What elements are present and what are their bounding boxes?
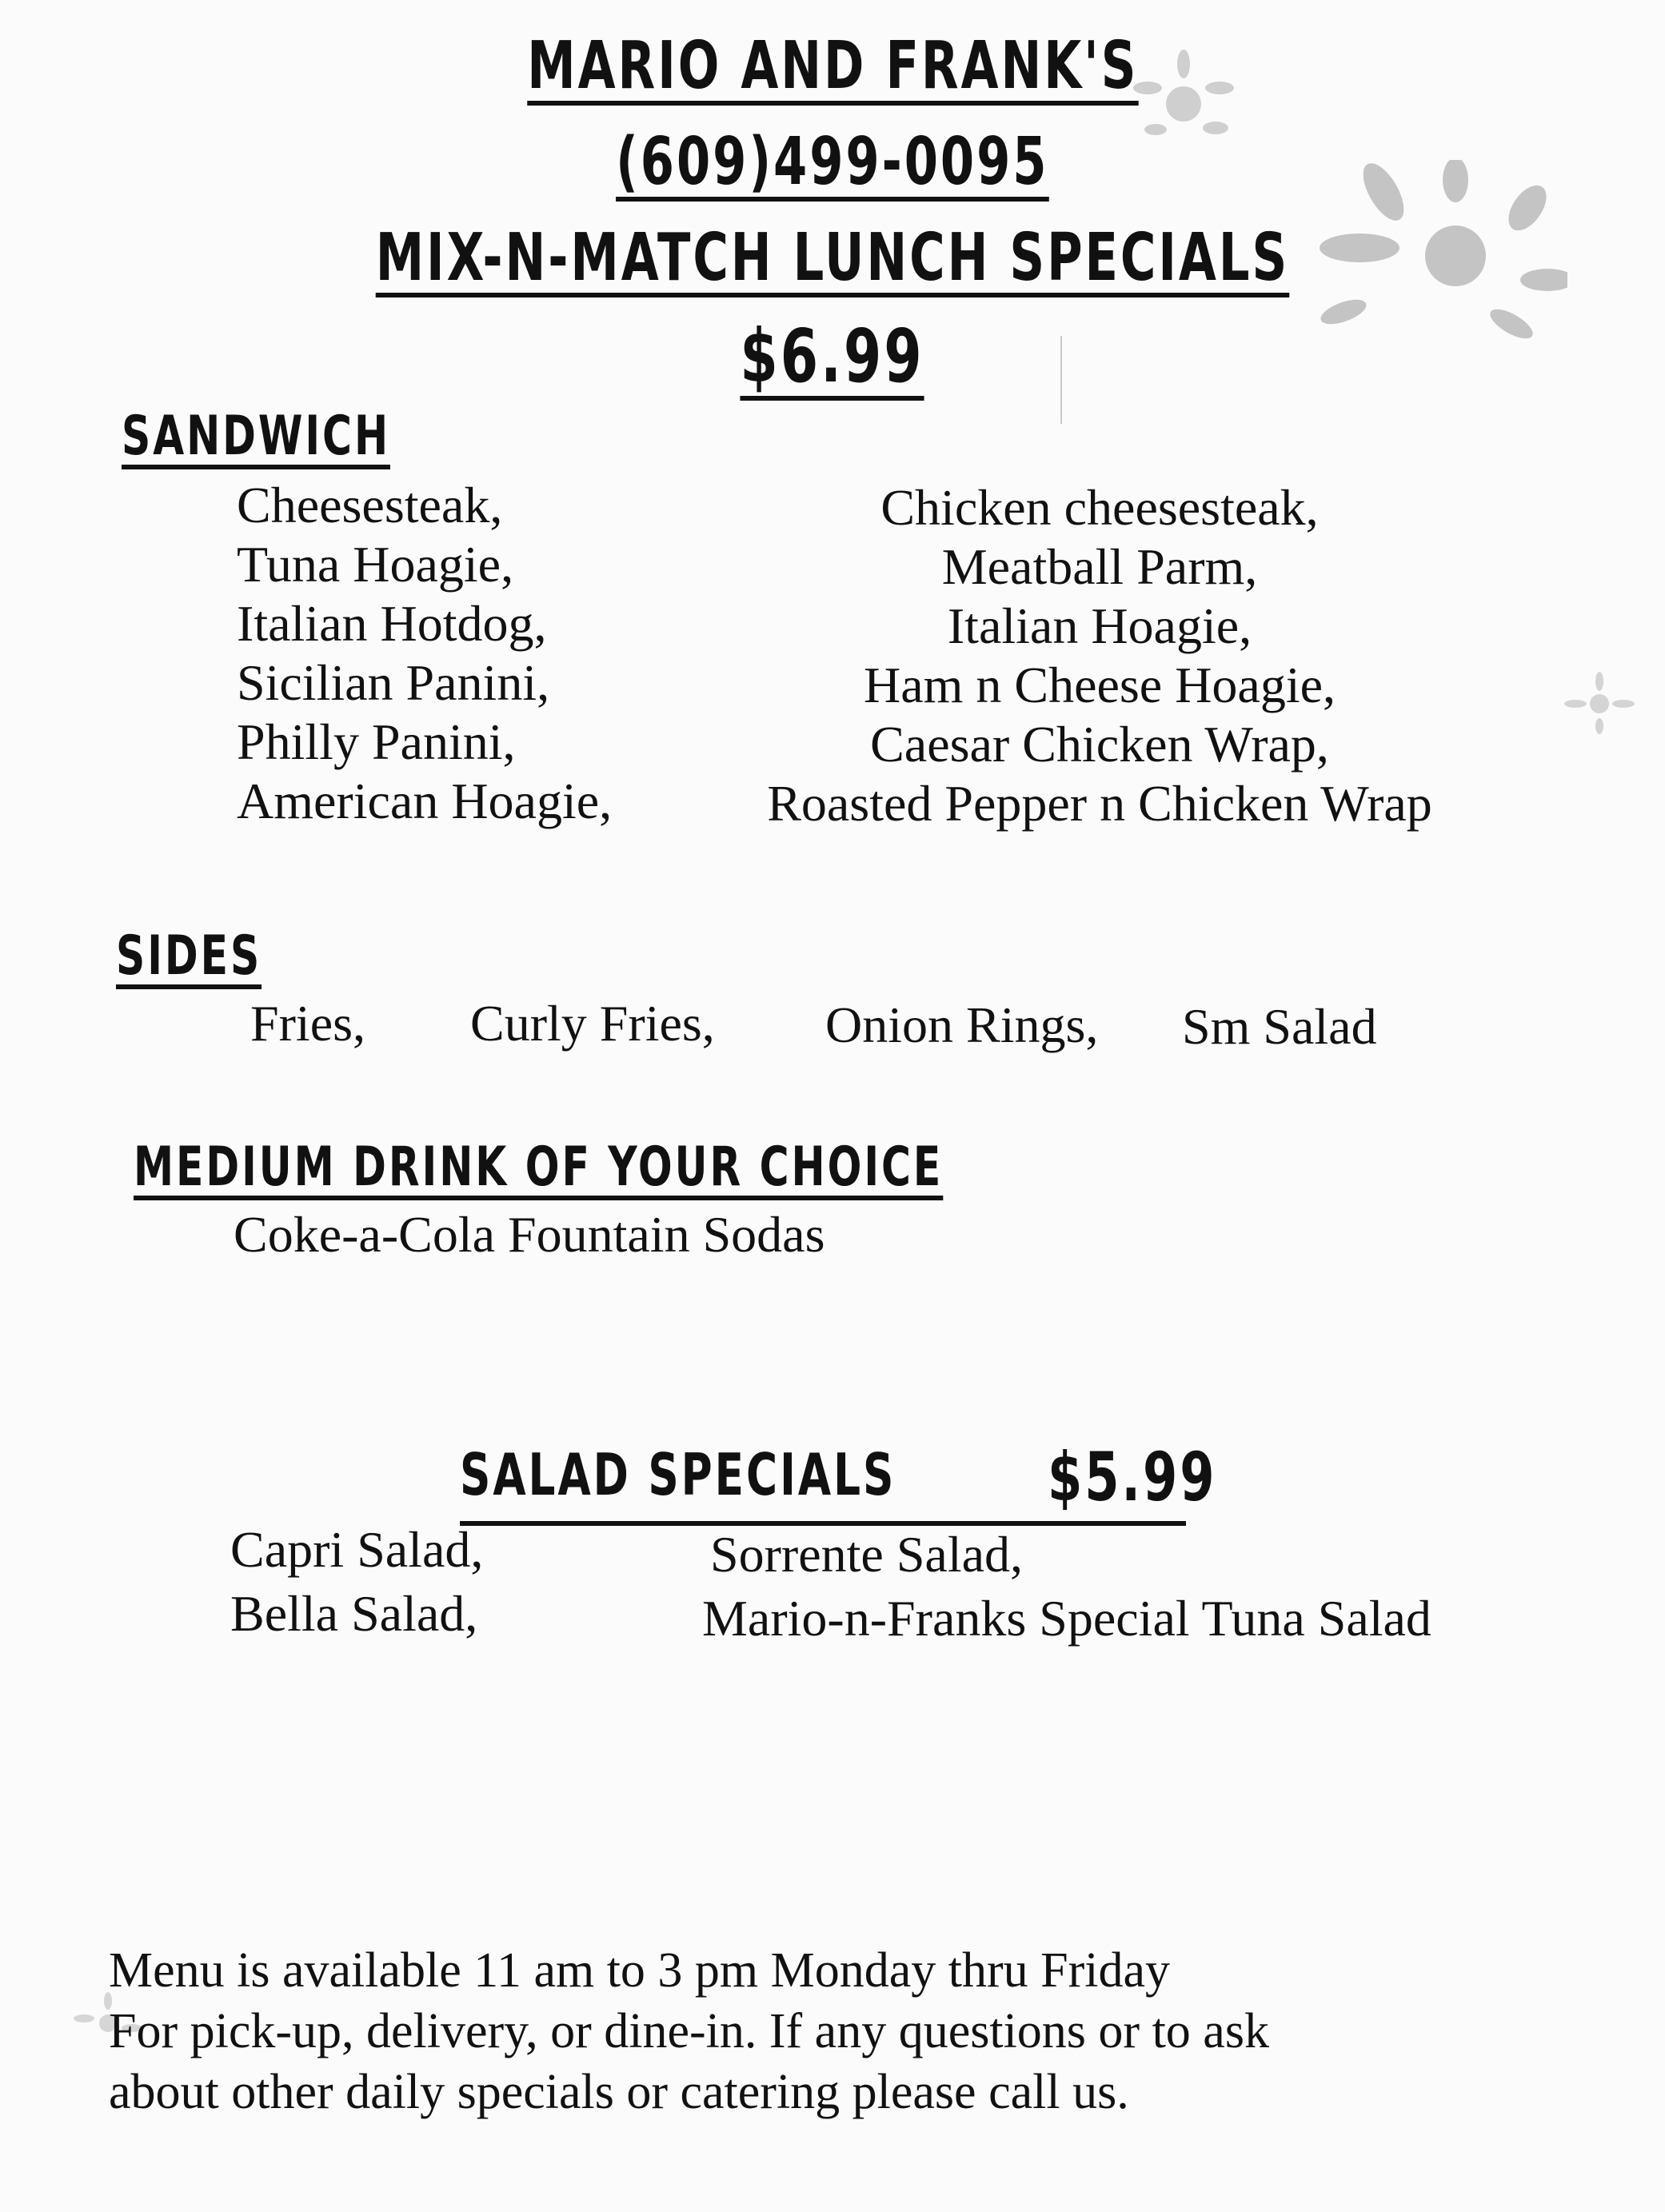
sandwich-list-left — [237, 477, 613, 835]
footer-line: about other daily specials or catering please call us. — [109, 2065, 1129, 2119]
side-item: Curly Fries, — [470, 995, 715, 1052]
salad-item: Sorrente Salad, — [710, 1526, 1023, 1583]
sides-heading: SIDES — [116, 928, 262, 989]
phone-number: (609)499-0095 — [0, 128, 1665, 202]
sandwich-item: Cheesesteak, — [237, 477, 503, 533]
salad-item: Mario-n-Franks Special Tuna Salad — [702, 1590, 1431, 1647]
sandwich-item: Roasted Pepper n Chicken Wrap — [767, 775, 1432, 832]
side-item: Sm Salad — [1182, 998, 1377, 1055]
drink-item: Coke-a-Cola Fountain Sodas — [234, 1206, 825, 1263]
sandwich-item: Philly Panini, — [237, 713, 516, 770]
salad-item: Bella Salad, — [230, 1585, 478, 1642]
side-item: Onion Rings, — [825, 996, 1099, 1053]
salad-heading: SALAD SPECIALS — [460, 1441, 896, 1508]
sandwich-item: Tuna Hoagie, — [237, 536, 514, 593]
sandwich-item: Italian Hotdog, — [237, 595, 547, 652]
availability-note — [109, 1940, 1269, 2122]
sandwich-item: Ham n Cheese Hoagie, — [863, 657, 1336, 713]
sandwich-list-right — [720, 479, 1479, 837]
footer-line: Menu is available 11 am to 3 pm Monday thru Friday — [109, 1943, 1171, 1998]
sandwich-item: Sicilian Panini, — [237, 654, 550, 711]
salad-item: Capri Salad, — [230, 1521, 484, 1578]
sandwich-item: Caesar Chicken Wrap, — [870, 716, 1329, 773]
salad-price: $5.99 — [1048, 1438, 1217, 1516]
sandwich-item: American Hoagie, — [237, 773, 613, 829]
salad-specials-header — [460, 1438, 1217, 1526]
sandwich-item: Chicken cheesesteak, — [880, 479, 1319, 536]
drink-heading: MEDIUM DRINK OF YOUR CHOICE — [134, 1139, 943, 1200]
side-item: Fries, — [250, 995, 365, 1052]
footer-line: For pick-up, delivery, or dine-in. If any questions or to ask — [109, 2004, 1269, 2058]
small-stamp-decoration-right — [1559, 672, 1639, 736]
promo-title: MIX-N-MATCH LUNCH SPECIALS — [0, 224, 1665, 297]
sandwich-item: Italian Hoagie, — [947, 597, 1252, 654]
sandwich-item: Meatball Parm, — [941, 538, 1258, 595]
restaurant-name: MARIO AND FRANK'S — [0, 32, 1665, 106]
sandwich-heading: SANDWICH — [122, 408, 390, 469]
promo-price: $6.99 — [740, 313, 925, 399]
